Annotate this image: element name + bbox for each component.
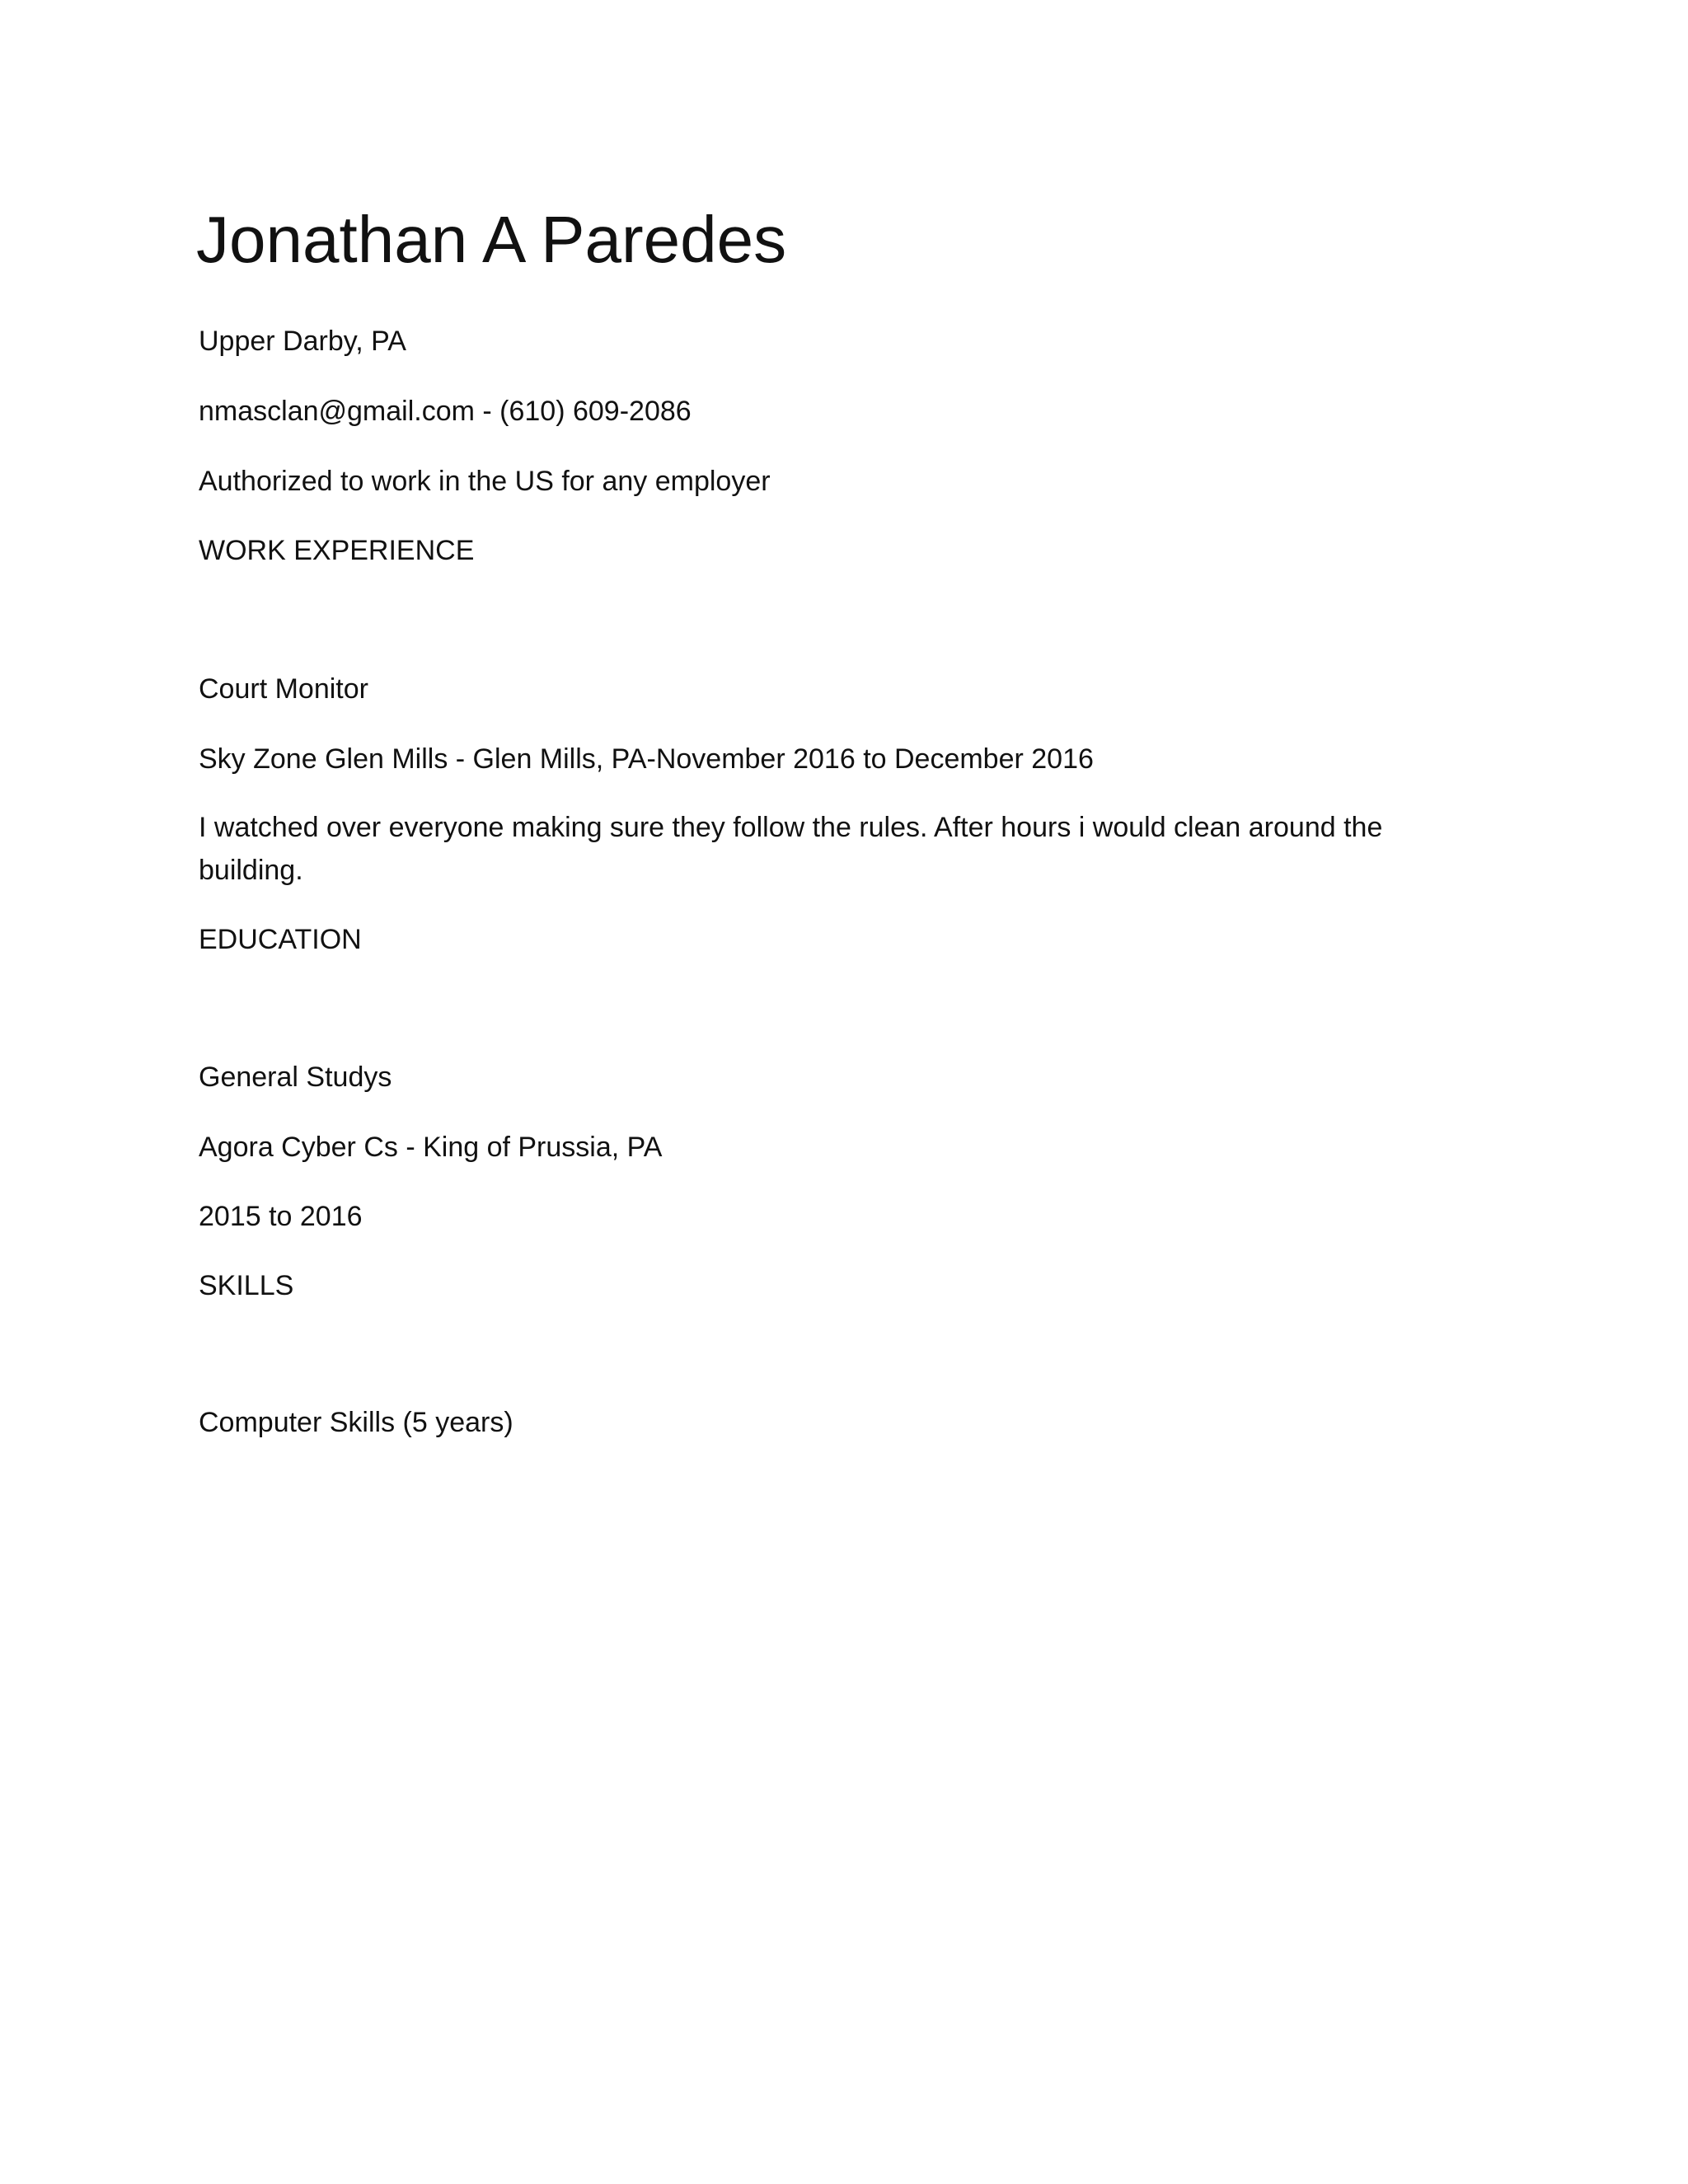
job-company-line: Sky Zone Glen Mills - Glen Mills, PA-November 2016 to December 2016 bbox=[199, 743, 1094, 775]
education-school: Agora Cyber Cs - King of Prussia, PA bbox=[199, 1132, 663, 1163]
education-dates: 2015 to 2016 bbox=[199, 1201, 363, 1232]
location: Upper Darby, PA bbox=[199, 326, 406, 357]
work-experience-heading: WORK EXPERIENCE bbox=[199, 535, 475, 566]
skills-heading: SKILLS bbox=[199, 1270, 294, 1301]
job-title: Court Monitor bbox=[199, 673, 368, 705]
education-degree: General Studys bbox=[199, 1062, 392, 1093]
contact-info: nmasclan@gmail.com - (610) 609-2086 bbox=[199, 396, 692, 427]
skill-item: Computer Skills (5 years) bbox=[199, 1407, 513, 1438]
job-description: I watched over everyone making sure they follow the rules. After hours i would clean around the building. bbox=[199, 812, 1383, 886]
education-heading: EDUCATION bbox=[199, 924, 362, 955]
candidate-name: Jonathan A Paredes bbox=[196, 203, 787, 276]
work-authorization: Authorized to work in the US for any employer bbox=[199, 466, 771, 497]
